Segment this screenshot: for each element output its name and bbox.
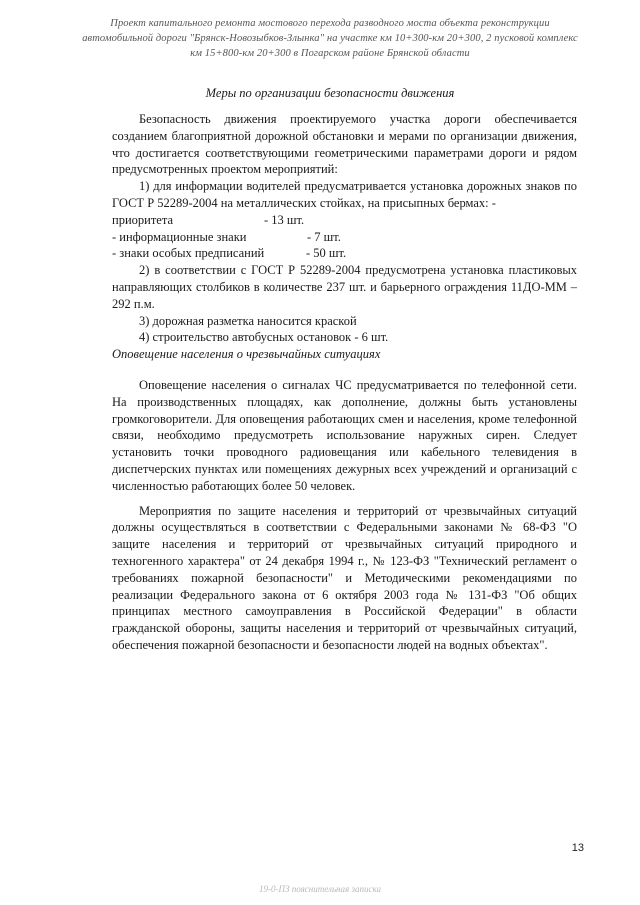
sign-count: - 7 шт. (307, 229, 341, 244)
header-line-2: автомобильной дороги "Брянск-Новозыбков-Злынка" на участке км 10+300-км 20+300, 2 пусковой комплекс (82, 33, 578, 44)
sign-label: - знаки особых предписаний (112, 246, 265, 261)
measure-item-2: 2) в соответствии с ГОСТ Р 52289-2004 предусмотрена установка пластиковых направляющих столбиков в количестве 237 шт. и барьерного ограждения 11ДО-ММ – 292 п.м. (112, 263, 577, 311)
spacer (112, 363, 577, 377)
protection-paragraph: Мероприятия по защите населения и территорий от чрезвычайных ситуаций должны осуществляться в соответствии с Федеральными законами № 68-ФЗ "О защите населения и территорий от чрезвычайных ситуаций природного и техногенного характера" от 24 декабря 1994 г., № 123-ФЗ "Технический регламент о требованиях пожарной безопасности" и Методическими рекомендациями по реализации Федерального закона от 6 октября 2003 года № 131-ФЗ "Об общих принципах местного самоуправления в Российской Федерации" в области гражданской обороны, защиты населения и территорий от чрезвычайных ситуаций, обеспечения пожарной безопасности и безопасности людей на водных объектах". (112, 503, 577, 652)
section-subtitle: Оповещение населения о чрезвычайных ситуациях (112, 347, 381, 362)
page-header (80, 16, 580, 61)
spacer (112, 495, 577, 503)
sign-row-info (112, 229, 577, 246)
header-line-1: Проект капитального ремонта мостового перехода разводного моста объекта реконструкции (110, 18, 550, 29)
measure-item-1: 1) для информации водителей предусматривается установка дорожных знаков по ГОСТ Р 52289-2004 на металлических стойках, на присыпных бермах: - (112, 179, 577, 210)
measure-item-4: 4) строительство автобусных остановок - 6 шт. (139, 330, 389, 345)
sign-row-special (112, 245, 577, 262)
sign-row-priority (112, 212, 577, 229)
alert-paragraph: Оповещение населения о сигналах ЧС предусматривается по телефонной сети. На производственных площадях, как дополнение, должны быть установлены громкоговорители. Для оповещения работающих смен и населения, кроме телефонной связи, необходимо предусмотреть использование наружных сирен. Следует установить точки проводного радиовещания или кабельного телевидения в диспетчерских пунктах или помещениях дежурных всех учреждений и организаций с численностью работающих более 50 человек. (112, 377, 577, 493)
header-line-3: км 15+800-км 20+300 в Погарском районе Брянской области (190, 48, 470, 59)
document-body (112, 111, 577, 654)
intro-paragraph: Безопасность движения проектируемого участка дороги обеспечивается созданием благоприятной дорожной обстановки и мерами по организации движения, что достигается соответствующими геометрическими параметрами дороги и рядом предусмотренных проектом мероприятий: (112, 112, 577, 177)
page-number: 13 (571, 842, 584, 854)
sign-count: - 50 шт. (306, 246, 347, 261)
sign-label: приоритета (112, 212, 173, 227)
sign-count: - 13 шт. (264, 212, 305, 227)
page-footer: 19-0-ПЗ пояснительная записка (259, 884, 381, 894)
sign-label: - информационные знаки (112, 229, 247, 244)
section-title: Меры по организации безопасности движения (205, 86, 455, 100)
measure-item-3: 3) дорожная разметка наносится краской (139, 313, 357, 328)
